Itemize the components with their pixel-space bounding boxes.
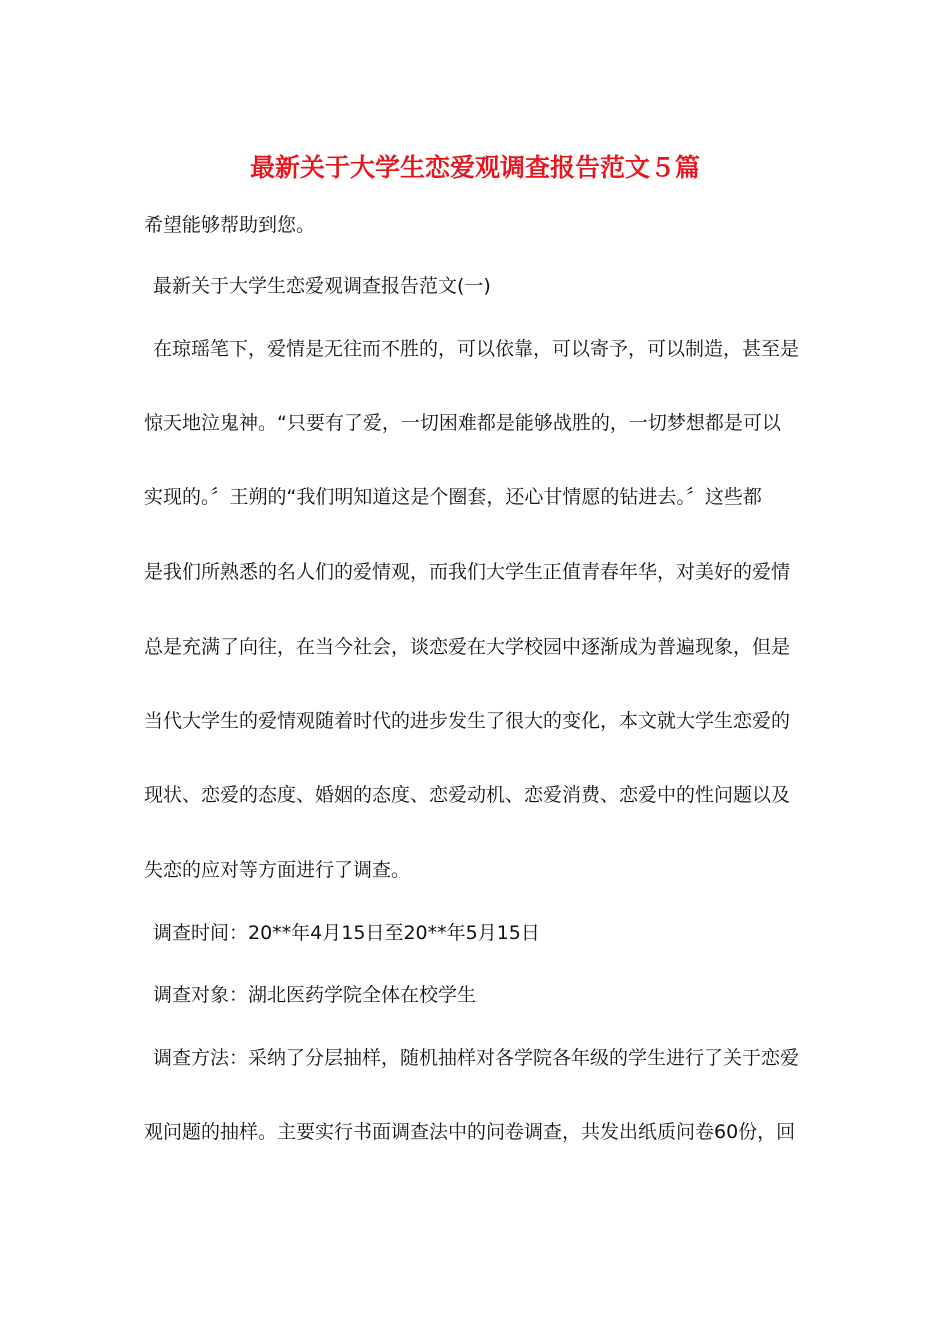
body-line: 希望能够帮助到您。	[144, 214, 316, 236]
body-line: 是我们所熟悉的名人们的爱情观，而我们大学生正值青春年华，对美好的爱情	[144, 561, 791, 583]
document-title: 最新关于大学生恋爱观调查报告范文５篇	[249, 153, 700, 182]
body-line: 观问题的抽样。主要实行书面调查法中的问卷调查，共发出纸质问卷60份，回	[144, 1121, 796, 1143]
body-line: 实现的。〞王朔的“我们明知道这是个圈套，还心甘情愿的钻进去。〞这些都	[144, 486, 762, 508]
survey-time: 调查时间：20**年4月15日至20**年5月15日	[153, 922, 540, 944]
body-line: 在琼瑶笔下，爱情是无往而不胜的，可以依靠，可以寄予，可以制造，甚至是	[153, 338, 800, 360]
survey-subject: 调查对象：湖北医药学院全体在校学生	[153, 984, 477, 1006]
body-line: 当代大学生的爱情观随着时代的进步发生了很大的变化，本文就大学生恋爱的	[144, 710, 791, 732]
body-line: 惊天地泣鬼神。“只要有了爱，一切困难都是能够战胜的，一切梦想都是可以	[144, 412, 781, 434]
body-line: 失恋的应对等方面进行了调查。	[144, 859, 411, 881]
survey-method: 调查方法：采纳了分层抽样，随机抽样对各学院各年级的学生进行了关于恋爱	[153, 1047, 800, 1069]
body-line: 现状、恋爱的态度、婚姻的态度、恋爱动机、恋爱消费、恋爱中的性问题以及	[144, 784, 791, 806]
body-line: 总是充满了向往，在当今社会，谈恋爱在大学校园中逐渐成为普遍现象，但是	[144, 636, 791, 658]
section-heading: 最新关于大学生恋爱观调查报告范文(一)	[153, 275, 491, 297]
